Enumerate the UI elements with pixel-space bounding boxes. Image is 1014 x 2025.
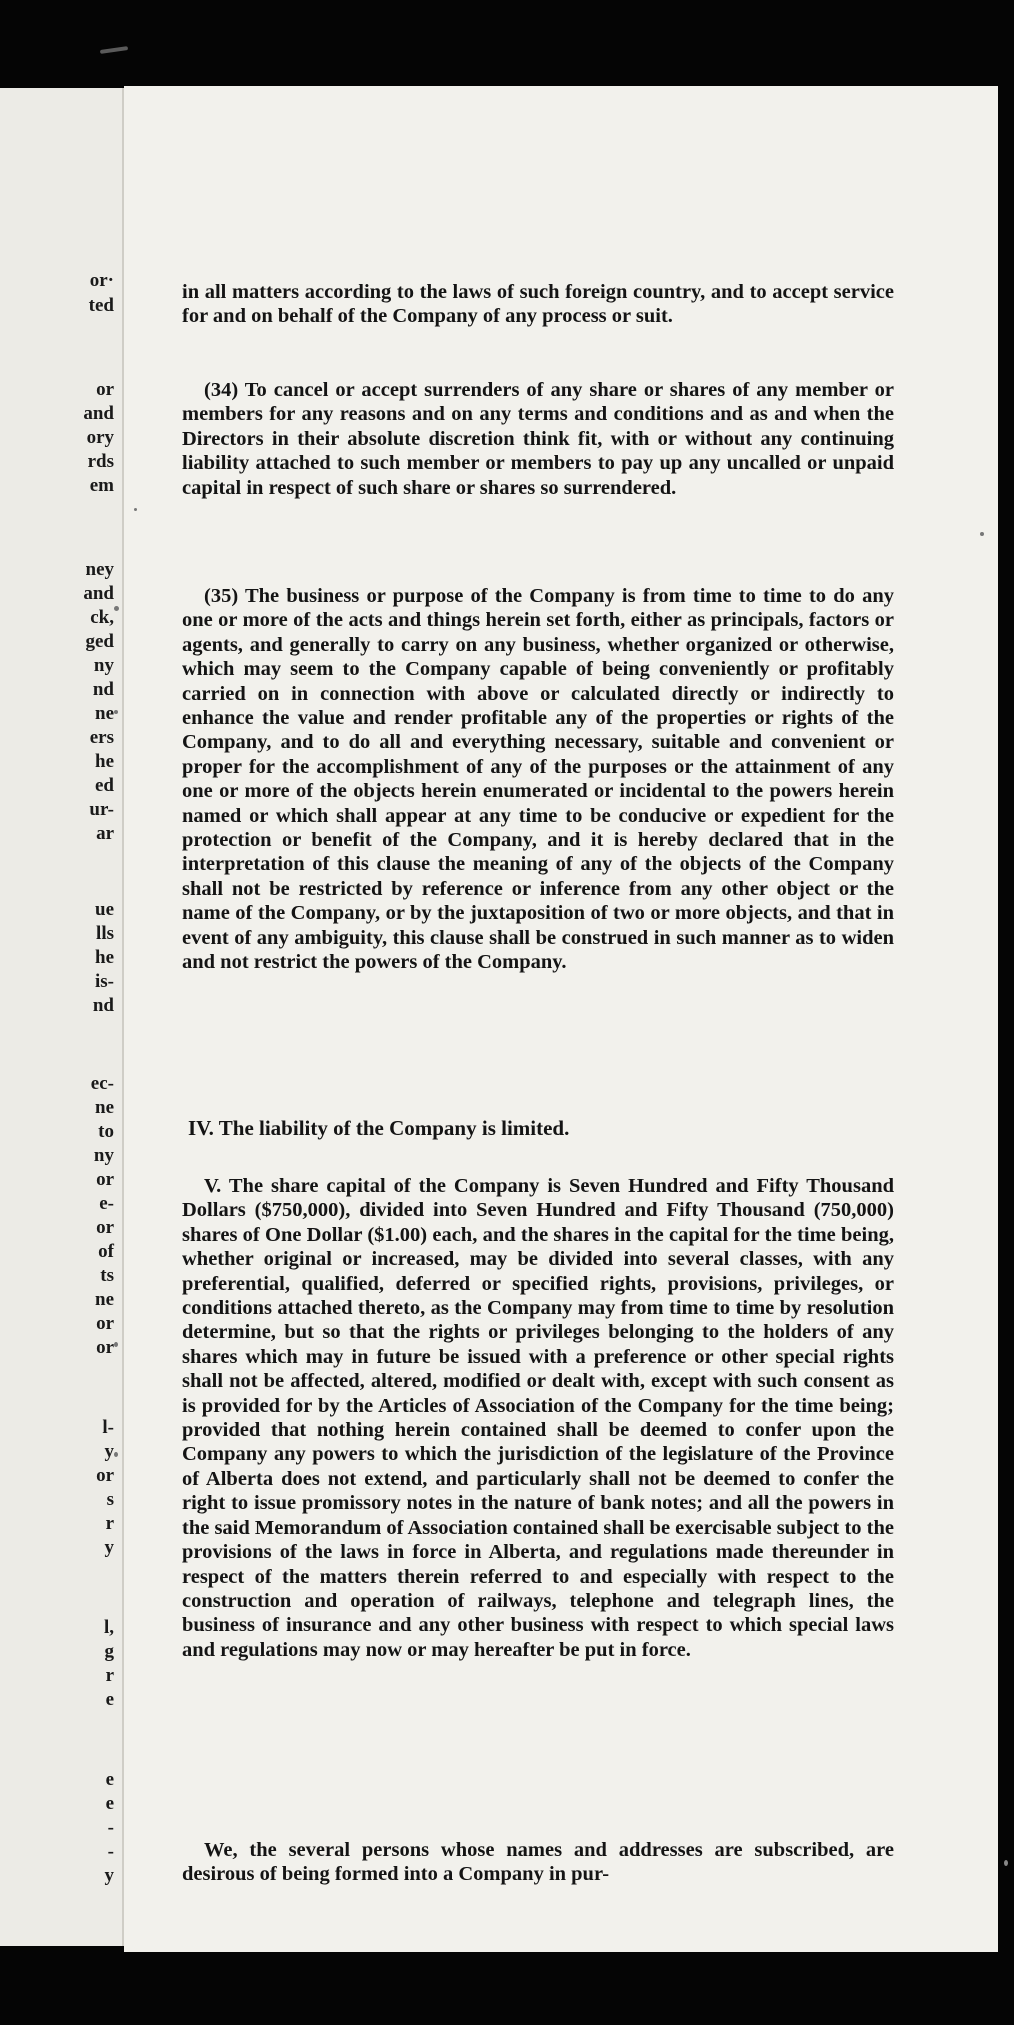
dust-speck [114,606,119,611]
document-page [124,86,998,1952]
left-fragment: ny [93,1145,114,1166]
left-fragment: and [83,403,114,424]
left-fragment: nd [92,995,114,1016]
left-fragment: ec- [90,1073,114,1094]
left-fragment: or [96,1169,114,1190]
left-fragment: or [96,1217,114,1238]
paragraph-34: (34) To cancel or accept surrenders of any share or shares of any member or members for any reasons and on any terms and conditions and as and when the Directors in their absolute discretion think fit, with or without any continuing liability attached to such member or members to pay up any uncalled or unpaid capital in respect of such share or shares so surrendered. [182,379,894,499]
left-fragment: and [83,583,114,604]
left-fragment: ney [85,559,114,580]
left-fragment: l, [103,1617,114,1638]
left-fragment: ck, [90,607,114,628]
paragraph-intro: in all matters according to the laws of such foreign country, and to accept service for and on behalf of the Company of any process or suit. [182,281,894,328]
left-fragment: e [105,1689,114,1710]
left-fragment: ne [95,703,114,724]
dust-speck [980,532,984,536]
left-fragment: - [107,1817,114,1838]
dust-speck [114,710,118,714]
paragraph-35: (35) The business or purpose of the Company is from time to time to do any one or more of the acts and things herein set forth, either as principals, factors or agents, and generally to carry on any business, whether organized or otherwise, which may seem to the Company capable of being conveniently or profitably carried on in connection with above or calculated directly or indirectly to enhance the value and render profitable any of the properties or rights of the Company, and to do all and everything necessary, suitable and convenient or proper for the accomplishment of any of the purposes or the attainment of any one or more of the objects herein enumerated or incidental to the powers herein named or which shall appear at any time to be conducive or expedient for the protection or benefit of the Company, and it is hereby declared that in the interpretation of this clause the meaning of any of the objects of the Company shall not be restricted by reference or inference from any other object or the name of the Company, or by the juxtaposition of two or more objects, and that in event of any ambiguity, this clause shall be construed in such manner as to widen and not restrict the powers of the Company. [182,585,894,974]
left-fragment: s [106,1489,114,1510]
left-fragment: nd [92,679,114,700]
left-fragment: y [104,1441,114,1462]
dust-speck [114,1452,118,1457]
left-fragment: or [96,379,114,400]
left-fragment: e [105,1793,114,1814]
left-fragment: rds [87,451,114,472]
left-fragment: e- [99,1193,114,1214]
left-fragment: or [96,1337,114,1358]
left-fragment: or· [89,270,114,291]
left-fragment: ur- [89,799,114,820]
left-fragment: y [104,1865,114,1886]
left-fragment: ne [95,1289,114,1310]
paragraph-v: V. The share capital of the Company is Seven Hundred and Fifty Thousand Dollars ($750,000), divided into Seven Hundred and Fifty Thousand (750,000) shares of One Dollar ($1.00) each, and the shares in the capital for the time being, whether original or increased, may be divided into several classes, with any preferential, qualified, deferred or specified rights, provisions, privileges, or conditions attached thereto, as the Company may from time to time by resolution determine, but so that the rights or privileges belonging to the holders of any shares which may in future be issued with a preference or other special rights shall not be affected, altered, modified or dealt with, except with such consent as is provided for by the Articles of Association of the Company for the time being; provided that nothing herein contained shall be deemed to confer upon the Company any powers to which the jurisdiction of the legislature of the Province of Alberta does not extend, and particularly shall not be deemed to confer the right to issue promissory notes in the nature of bank notes; and all the powers in the said Memorandum of Association contained shall be exercisable subject to the provisions of the laws in force in Alberta, and regulations made thereunder in respect of the matters therein referred to and especially with respect to the construction and operation of railways, telephone and telegraph lines, the business of insurance and any other business with respect to which special laws and regulations may now or may hereafter be put in force. [182,1175,894,1661]
left-fragment: e [105,1769,114,1790]
left-fragment: he [95,947,114,968]
left-fragment: r [105,1665,114,1686]
left-fragment: ue [95,899,114,920]
dust-speck [134,508,137,511]
dust-speck [1004,1860,1008,1866]
left-fragment: ts [100,1265,114,1286]
left-fragment: of [98,1241,114,1262]
left-fragment: ne [95,1097,114,1118]
left-fragment: ers [89,727,114,748]
left-fragment: g [104,1641,114,1662]
paragraph-iv: IV. The liability of the Company is limited. [188,1116,570,1140]
paragraph-final: We, the several persons whose names and addresses are subscribed, are desirous of being formed into a Company in pur- [182,1839,894,1886]
dust-speck [114,1342,118,1347]
left-page-edge [0,88,124,1946]
left-fragment: or [96,1313,114,1334]
left-fragment: ny [93,655,114,676]
left-fragment: r [105,1513,114,1534]
left-fragment: ory [86,427,114,448]
left-fragment: is- [95,971,114,992]
left-fragment: he [95,751,114,772]
left-fragment: ar [96,823,114,844]
left-fragment: or [96,1465,114,1486]
left-fragment: y [104,1537,114,1558]
left-fragment: l- [102,1417,114,1438]
left-fragment: ted [88,295,114,316]
film-scratch [100,46,128,54]
left-fragment: ed [95,775,114,796]
left-fragment: - [107,1841,114,1862]
left-fragment: to [98,1121,114,1142]
left-fragment: ged [85,631,114,652]
left-fragment: lls [96,923,114,944]
left-fragment: em [89,475,114,496]
